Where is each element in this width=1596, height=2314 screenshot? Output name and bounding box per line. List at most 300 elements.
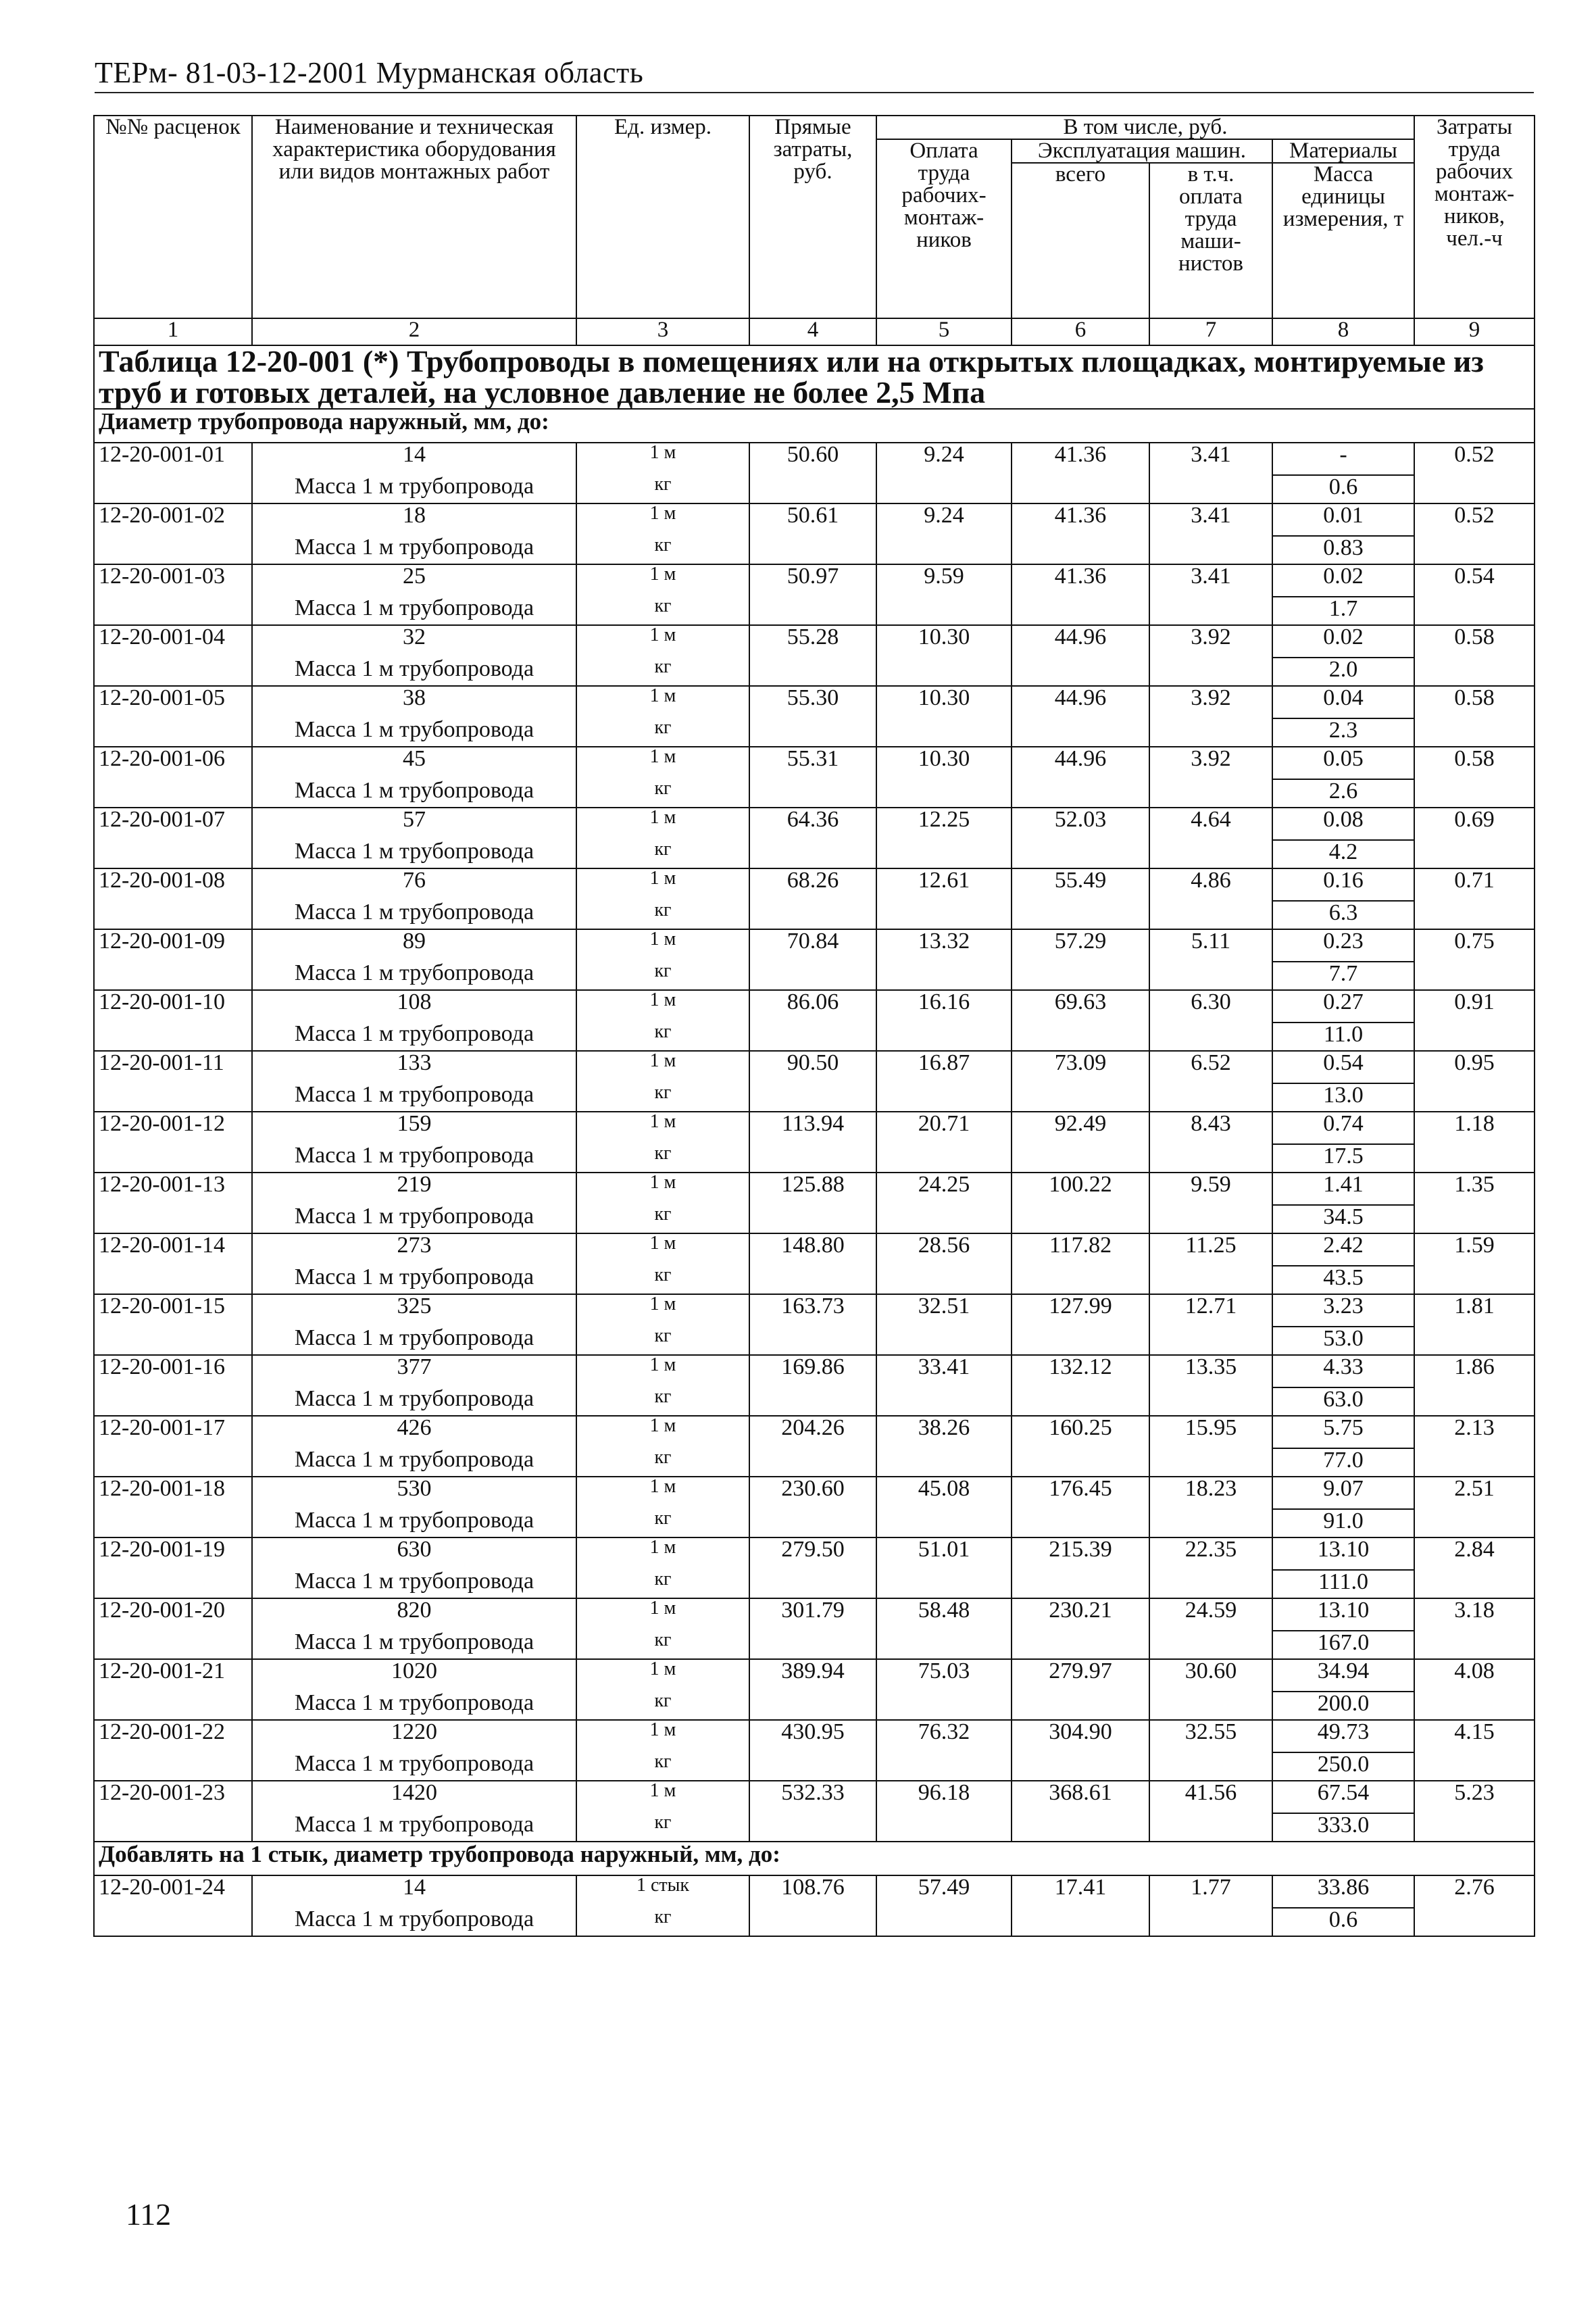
mass-row	[94, 1908, 1535, 1936]
empty-cell	[876, 1570, 1012, 1598]
pipe-diameter: 14	[252, 1875, 576, 1908]
machines-total: 17.41	[1012, 1875, 1149, 1908]
pipe-diameter: 219	[252, 1173, 576, 1205]
machines-wage: 30.60	[1149, 1659, 1272, 1692]
pipe-diameter: 38	[252, 686, 576, 718]
mass-unit: кг	[576, 1631, 749, 1659]
rate-code: 12-20-001-15	[94, 1294, 252, 1355]
mass-row	[94, 962, 1535, 990]
materials-cost: 0.01	[1272, 503, 1414, 536]
labor-wages: 51.01	[876, 1537, 1012, 1570]
rate-code: 12-20-001-18	[94, 1477, 252, 1537]
empty-cell	[1149, 1144, 1272, 1173]
direct-costs: 389.94	[749, 1659, 876, 1692]
machines-wage: 3.92	[1149, 686, 1272, 718]
mass-row	[94, 840, 1535, 868]
unit: 1 м	[576, 1537, 749, 1570]
rate-code: 12-20-001-07	[94, 808, 252, 868]
empty-cell	[749, 1752, 876, 1781]
empty-cell	[1012, 1570, 1149, 1598]
empty-cell	[1414, 536, 1535, 564]
machines-total: 55.49	[1012, 868, 1149, 901]
empty-cell	[876, 901, 1012, 929]
machines-total: 44.96	[1012, 686, 1149, 718]
empty-cell	[749, 1692, 876, 1720]
pipe-diameter: 530	[252, 1477, 576, 1509]
empty-cell	[1149, 1205, 1272, 1233]
table-row	[94, 1355, 1535, 1387]
materials-cost: 4.33	[1272, 1355, 1414, 1387]
header-name: Наименование и техническая характеристика оборудования или видов монтажных работ	[252, 116, 576, 318]
page-number: 112	[126, 2197, 172, 2232]
labor-hours: 0.58	[1414, 625, 1535, 658]
materials-cost: 0.05	[1272, 747, 1414, 779]
rate-code: 12-20-001-22	[94, 1720, 252, 1781]
materials-cost: 5.75	[1272, 1416, 1414, 1448]
mass-label: Масса 1 м трубопровода	[252, 1327, 576, 1355]
unit-mass: 333.0	[1272, 1813, 1414, 1842]
empty-cell	[1414, 597, 1535, 625]
empty-cell	[749, 1387, 876, 1416]
unit-mass: 11.0	[1272, 1023, 1414, 1051]
empty-cell	[1149, 1752, 1272, 1781]
machines-wage: 9.59	[1149, 1173, 1272, 1205]
empty-cell	[876, 1631, 1012, 1659]
pipe-diameter: 108	[252, 990, 576, 1023]
empty-cell	[1149, 840, 1272, 868]
rate-code: 12-20-001-17	[94, 1416, 252, 1477]
mass-unit: кг	[576, 1266, 749, 1294]
direct-costs: 163.73	[749, 1294, 876, 1327]
mass-row	[94, 1266, 1535, 1294]
labor-wages: 24.25	[876, 1173, 1012, 1205]
empty-cell	[1414, 840, 1535, 868]
unit: 1 м	[576, 686, 749, 718]
empty-cell	[1012, 536, 1149, 564]
empty-cell	[1012, 1908, 1149, 1936]
column-number: 3	[576, 318, 749, 345]
mass-label: Масса 1 м трубопровода	[252, 1813, 576, 1842]
labor-wages: 12.25	[876, 808, 1012, 840]
materials-cost: 0.16	[1272, 868, 1414, 901]
pipe-diameter: 32	[252, 625, 576, 658]
labor-hours: 0.75	[1414, 929, 1535, 962]
rate-code: 12-20-001-05	[94, 686, 252, 747]
mass-unit: кг	[576, 1813, 749, 1842]
table-row	[94, 443, 1535, 475]
mass-unit: кг	[576, 718, 749, 747]
machines-total: 176.45	[1012, 1477, 1149, 1509]
empty-cell	[1012, 1631, 1149, 1659]
unit: 1 м	[576, 929, 749, 962]
mass-label: Масса 1 м трубопровода	[252, 597, 576, 625]
empty-cell	[1414, 1144, 1535, 1173]
rate-code: 12-20-001-03	[94, 564, 252, 625]
empty-cell	[876, 1813, 1012, 1842]
materials-cost: 33.86	[1272, 1875, 1414, 1908]
mass-unit: кг	[576, 658, 749, 686]
mass-row	[94, 779, 1535, 808]
machines-wage: 24.59	[1149, 1598, 1272, 1631]
labor-hours: 0.58	[1414, 747, 1535, 779]
unit: 1 м	[576, 747, 749, 779]
empty-cell	[876, 1144, 1012, 1173]
table-row	[94, 1598, 1535, 1631]
table-row	[94, 1659, 1535, 1692]
machines-total: 132.12	[1012, 1355, 1149, 1387]
unit: 1 м	[576, 1294, 749, 1327]
labor-hours: 0.71	[1414, 868, 1535, 901]
unit-mass: 34.5	[1272, 1205, 1414, 1233]
materials-cost: 0.02	[1272, 625, 1414, 658]
empty-cell	[1414, 658, 1535, 686]
empty-cell	[1012, 901, 1149, 929]
machines-wage: 4.86	[1149, 868, 1272, 901]
empty-cell	[1012, 1448, 1149, 1477]
empty-cell	[1149, 1327, 1272, 1355]
labor-wages: 32.51	[876, 1294, 1012, 1327]
direct-costs: 50.60	[749, 443, 876, 475]
direct-costs: 230.60	[749, 1477, 876, 1509]
pipe-diameter: 57	[252, 808, 576, 840]
mass-row	[94, 1509, 1535, 1537]
unit-mass: 200.0	[1272, 1692, 1414, 1720]
empty-cell	[1414, 1205, 1535, 1233]
pipe-diameter: 377	[252, 1355, 576, 1387]
subtitle-joint: Добавлять на 1 стык, диаметр трубопровода наружный, мм, до:	[94, 1842, 1535, 1875]
direct-costs: 64.36	[749, 808, 876, 840]
labor-hours: 3.18	[1414, 1598, 1535, 1631]
empty-cell	[1149, 1448, 1272, 1477]
unit: 1 м	[576, 1720, 749, 1752]
empty-cell	[749, 475, 876, 503]
unit: 1 м	[576, 1477, 749, 1509]
direct-costs: 50.97	[749, 564, 876, 597]
empty-cell	[1149, 1509, 1272, 1537]
column-number: 5	[876, 318, 1012, 345]
unit: 1 м	[576, 1781, 749, 1813]
labor-hours: 1.86	[1414, 1355, 1535, 1387]
unit-mass: 0.6	[1272, 1908, 1414, 1936]
mass-row	[94, 597, 1535, 625]
rate-code: 12-20-001-14	[94, 1233, 252, 1294]
empty-cell	[1414, 1692, 1535, 1720]
empty-cell	[876, 475, 1012, 503]
unit: 1 м	[576, 1112, 749, 1144]
empty-cell	[876, 840, 1012, 868]
pipe-diameter: 18	[252, 503, 576, 536]
empty-cell	[749, 1144, 876, 1173]
machines-wage: 22.35	[1149, 1537, 1272, 1570]
empty-cell	[1012, 779, 1149, 808]
mass-row	[94, 1752, 1535, 1781]
unit: 1 м	[576, 868, 749, 901]
mass-row	[94, 658, 1535, 686]
unit: 1 м	[576, 503, 749, 536]
labor-wages: 10.30	[876, 625, 1012, 658]
empty-cell	[1149, 901, 1272, 929]
mass-unit: кг	[576, 475, 749, 503]
empty-cell	[876, 1266, 1012, 1294]
labor-hours: 1.81	[1414, 1294, 1535, 1327]
empty-cell	[1414, 962, 1535, 990]
mass-label: Масса 1 м трубопровода	[252, 718, 576, 747]
unit-mass: 2.3	[1272, 718, 1414, 747]
unit: 1 м	[576, 564, 749, 597]
labor-wages: 76.32	[876, 1720, 1012, 1752]
mass-unit: кг	[576, 1327, 749, 1355]
machines-wage: 6.52	[1149, 1051, 1272, 1083]
labor-wages: 57.49	[876, 1875, 1012, 1908]
machines-wage: 18.23	[1149, 1477, 1272, 1509]
machines-total: 100.22	[1012, 1173, 1149, 1205]
empty-cell	[749, 1327, 876, 1355]
mass-label: Масса 1 м трубопровода	[252, 1083, 576, 1112]
machines-wage: 32.55	[1149, 1720, 1272, 1752]
table-row	[94, 1875, 1535, 1908]
direct-costs: 86.06	[749, 990, 876, 1023]
unit: 1 м	[576, 1416, 749, 1448]
unit: 1 м	[576, 1173, 749, 1205]
column-number: 7	[1149, 318, 1272, 345]
unit: 1 м	[576, 808, 749, 840]
labor-hours: 0.54	[1414, 564, 1535, 597]
unit: 1 м	[576, 443, 749, 475]
header-unit: Ед. измер.	[576, 116, 749, 318]
table-row	[94, 1781, 1535, 1813]
table-row	[94, 503, 1535, 536]
labor-wages: 45.08	[876, 1477, 1012, 1509]
empty-cell	[1149, 1266, 1272, 1294]
empty-cell	[876, 597, 1012, 625]
empty-cell	[876, 779, 1012, 808]
mass-unit: кг	[576, 536, 749, 564]
header-including: В том числе, руб.	[876, 116, 1414, 139]
mass-row	[94, 1205, 1535, 1233]
empty-cell	[749, 658, 876, 686]
empty-cell	[1012, 1083, 1149, 1112]
materials-cost: 0.54	[1272, 1051, 1414, 1083]
empty-cell	[1012, 1692, 1149, 1720]
empty-cell	[1012, 1752, 1149, 1781]
table-row	[94, 929, 1535, 962]
pipe-diameter: 1020	[252, 1659, 576, 1692]
unit-mass: 91.0	[1272, 1509, 1414, 1537]
machines-wage: 11.25	[1149, 1233, 1272, 1266]
mass-unit: кг	[576, 962, 749, 990]
unit-mass: 2.6	[1272, 779, 1414, 808]
empty-cell	[749, 840, 876, 868]
materials-cost: 0.08	[1272, 808, 1414, 840]
machines-total: 230.21	[1012, 1598, 1149, 1631]
empty-cell	[749, 1448, 876, 1477]
unit-mass: 111.0	[1272, 1570, 1414, 1598]
empty-cell	[1414, 1631, 1535, 1659]
machines-total: 127.99	[1012, 1294, 1149, 1327]
machines-total: 69.63	[1012, 990, 1149, 1023]
pipe-diameter: 1420	[252, 1781, 576, 1813]
rate-code: 12-20-001-13	[94, 1173, 252, 1233]
materials-cost: 1.41	[1272, 1173, 1414, 1205]
empty-cell	[876, 962, 1012, 990]
rate-code: 12-20-001-21	[94, 1659, 252, 1720]
rate-code: 12-20-001-20	[94, 1598, 252, 1659]
labor-wages: 75.03	[876, 1659, 1012, 1692]
empty-cell	[1414, 1023, 1535, 1051]
pipe-diameter: 133	[252, 1051, 576, 1083]
unit-mass: 7.7	[1272, 962, 1414, 990]
empty-cell	[1012, 658, 1149, 686]
empty-cell	[749, 1083, 876, 1112]
materials-cost: 49.73	[1272, 1720, 1414, 1752]
empty-cell	[749, 1908, 876, 1936]
labor-hours: 4.08	[1414, 1659, 1535, 1692]
rate-code: 12-20-001-23	[94, 1781, 252, 1842]
table-row	[94, 625, 1535, 658]
materials-cost: 13.10	[1272, 1598, 1414, 1631]
mass-row	[94, 1023, 1535, 1051]
table-row	[94, 990, 1535, 1023]
machines-wage: 5.11	[1149, 929, 1272, 962]
materials-cost: 2.42	[1272, 1233, 1414, 1266]
mass-unit: кг	[576, 1752, 749, 1781]
rate-code: 12-20-001-11	[94, 1051, 252, 1112]
labor-hours: 2.84	[1414, 1537, 1535, 1570]
mass-label: Масса 1 м трубопровода	[252, 1387, 576, 1416]
unit-mass: 6.3	[1272, 901, 1414, 929]
materials-cost: 9.07	[1272, 1477, 1414, 1509]
mass-unit: кг	[576, 1908, 749, 1936]
pipe-diameter: 325	[252, 1294, 576, 1327]
empty-cell	[1012, 1205, 1149, 1233]
mass-label: Масса 1 м трубопровода	[252, 1908, 576, 1936]
unit-mass: 1.7	[1272, 597, 1414, 625]
unit: 1 м	[576, 990, 749, 1023]
labor-wages: 28.56	[876, 1233, 1012, 1266]
mass-row	[94, 1327, 1535, 1355]
materials-cost: -	[1272, 443, 1414, 475]
direct-costs: 68.26	[749, 868, 876, 901]
header-materials: Материалы	[1272, 139, 1414, 163]
materials-cost: 0.74	[1272, 1112, 1414, 1144]
mass-label: Масса 1 м трубопровода	[252, 962, 576, 990]
unit: 1 м	[576, 1659, 749, 1692]
labor-hours: 4.15	[1414, 1720, 1535, 1752]
empty-cell	[749, 1266, 876, 1294]
materials-cost: 0.02	[1272, 564, 1414, 597]
empty-cell	[1149, 536, 1272, 564]
labor-hours: 0.52	[1414, 443, 1535, 475]
machines-total: 57.29	[1012, 929, 1149, 962]
rate-code: 12-20-001-10	[94, 990, 252, 1051]
machines-total: 215.39	[1012, 1537, 1149, 1570]
labor-wages: 16.87	[876, 1051, 1012, 1083]
machines-total: 279.97	[1012, 1659, 1149, 1692]
machines-total: 44.96	[1012, 625, 1149, 658]
labor-hours: 0.91	[1414, 990, 1535, 1023]
empty-cell	[749, 1205, 876, 1233]
pipe-diameter: 45	[252, 747, 576, 779]
materials-cost: 67.54	[1272, 1781, 1414, 1813]
direct-costs: 301.79	[749, 1598, 876, 1631]
empty-cell	[1012, 962, 1149, 990]
table-row	[94, 1233, 1535, 1266]
mass-unit: кг	[576, 1205, 749, 1233]
rate-code: 12-20-001-19	[94, 1537, 252, 1598]
materials-cost: 0.04	[1272, 686, 1414, 718]
unit-mass: 17.5	[1272, 1144, 1414, 1173]
header-machines-total: всего	[1012, 163, 1149, 318]
mass-unit: кг	[576, 1509, 749, 1537]
empty-cell	[1012, 1023, 1149, 1051]
mass-label: Масса 1 м трубопровода	[252, 475, 576, 503]
labor-wages: 20.71	[876, 1112, 1012, 1144]
header-mass: Масса единицы измерения, т	[1272, 163, 1414, 318]
header-labor-wages: Оплата труда рабочих-монтаж-ников	[876, 139, 1012, 318]
pipe-diameter: 820	[252, 1598, 576, 1631]
empty-cell	[1149, 1083, 1272, 1112]
mass-unit: кг	[576, 1448, 749, 1477]
pipe-diameter: 630	[252, 1537, 576, 1570]
machines-total: 160.25	[1012, 1416, 1149, 1448]
labor-wages: 9.24	[876, 443, 1012, 475]
mass-label: Масса 1 м трубопровода	[252, 901, 576, 929]
mass-unit: кг	[576, 1023, 749, 1051]
direct-costs: 90.50	[749, 1051, 876, 1083]
empty-cell	[749, 779, 876, 808]
materials-cost: 0.23	[1272, 929, 1414, 962]
empty-cell	[1149, 1692, 1272, 1720]
machines-wage: 3.41	[1149, 503, 1272, 536]
empty-cell	[1414, 475, 1535, 503]
mass-unit: кг	[576, 1570, 749, 1598]
pipe-diameter: 273	[252, 1233, 576, 1266]
labor-wages: 33.41	[876, 1355, 1012, 1387]
empty-cell	[749, 1631, 876, 1659]
mass-label: Масса 1 м трубопровода	[252, 1144, 576, 1173]
direct-costs: 55.28	[749, 625, 876, 658]
labor-wages: 13.32	[876, 929, 1012, 962]
unit-mass: 0.6	[1272, 475, 1414, 503]
rate-code: 12-20-001-09	[94, 929, 252, 990]
labor-hours: 1.59	[1414, 1233, 1535, 1266]
machines-wage: 41.56	[1149, 1781, 1272, 1813]
empty-cell	[1149, 1813, 1272, 1842]
machines-wage: 6.30	[1149, 990, 1272, 1023]
mass-row	[94, 901, 1535, 929]
machines-wage: 3.41	[1149, 443, 1272, 475]
empty-cell	[1149, 1570, 1272, 1598]
machines-total: 41.36	[1012, 503, 1149, 536]
empty-cell	[876, 1509, 1012, 1537]
unit: 1 м	[576, 1233, 749, 1266]
header-rule	[95, 92, 1534, 93]
column-number: 9	[1414, 318, 1535, 345]
empty-cell	[1012, 1144, 1149, 1173]
pipe-diameter: 25	[252, 564, 576, 597]
mass-row	[94, 1448, 1535, 1477]
labor-hours: 0.95	[1414, 1051, 1535, 1083]
table-row	[94, 1294, 1535, 1327]
direct-costs: 532.33	[749, 1781, 876, 1813]
empty-cell	[1414, 1266, 1535, 1294]
empty-cell	[1012, 1813, 1149, 1842]
labor-wages: 10.30	[876, 686, 1012, 718]
mass-label: Масса 1 м трубопровода	[252, 1631, 576, 1659]
labor-hours: 2.13	[1414, 1416, 1535, 1448]
labor-wages: 9.24	[876, 503, 1012, 536]
machines-wage: 3.41	[1149, 564, 1272, 597]
